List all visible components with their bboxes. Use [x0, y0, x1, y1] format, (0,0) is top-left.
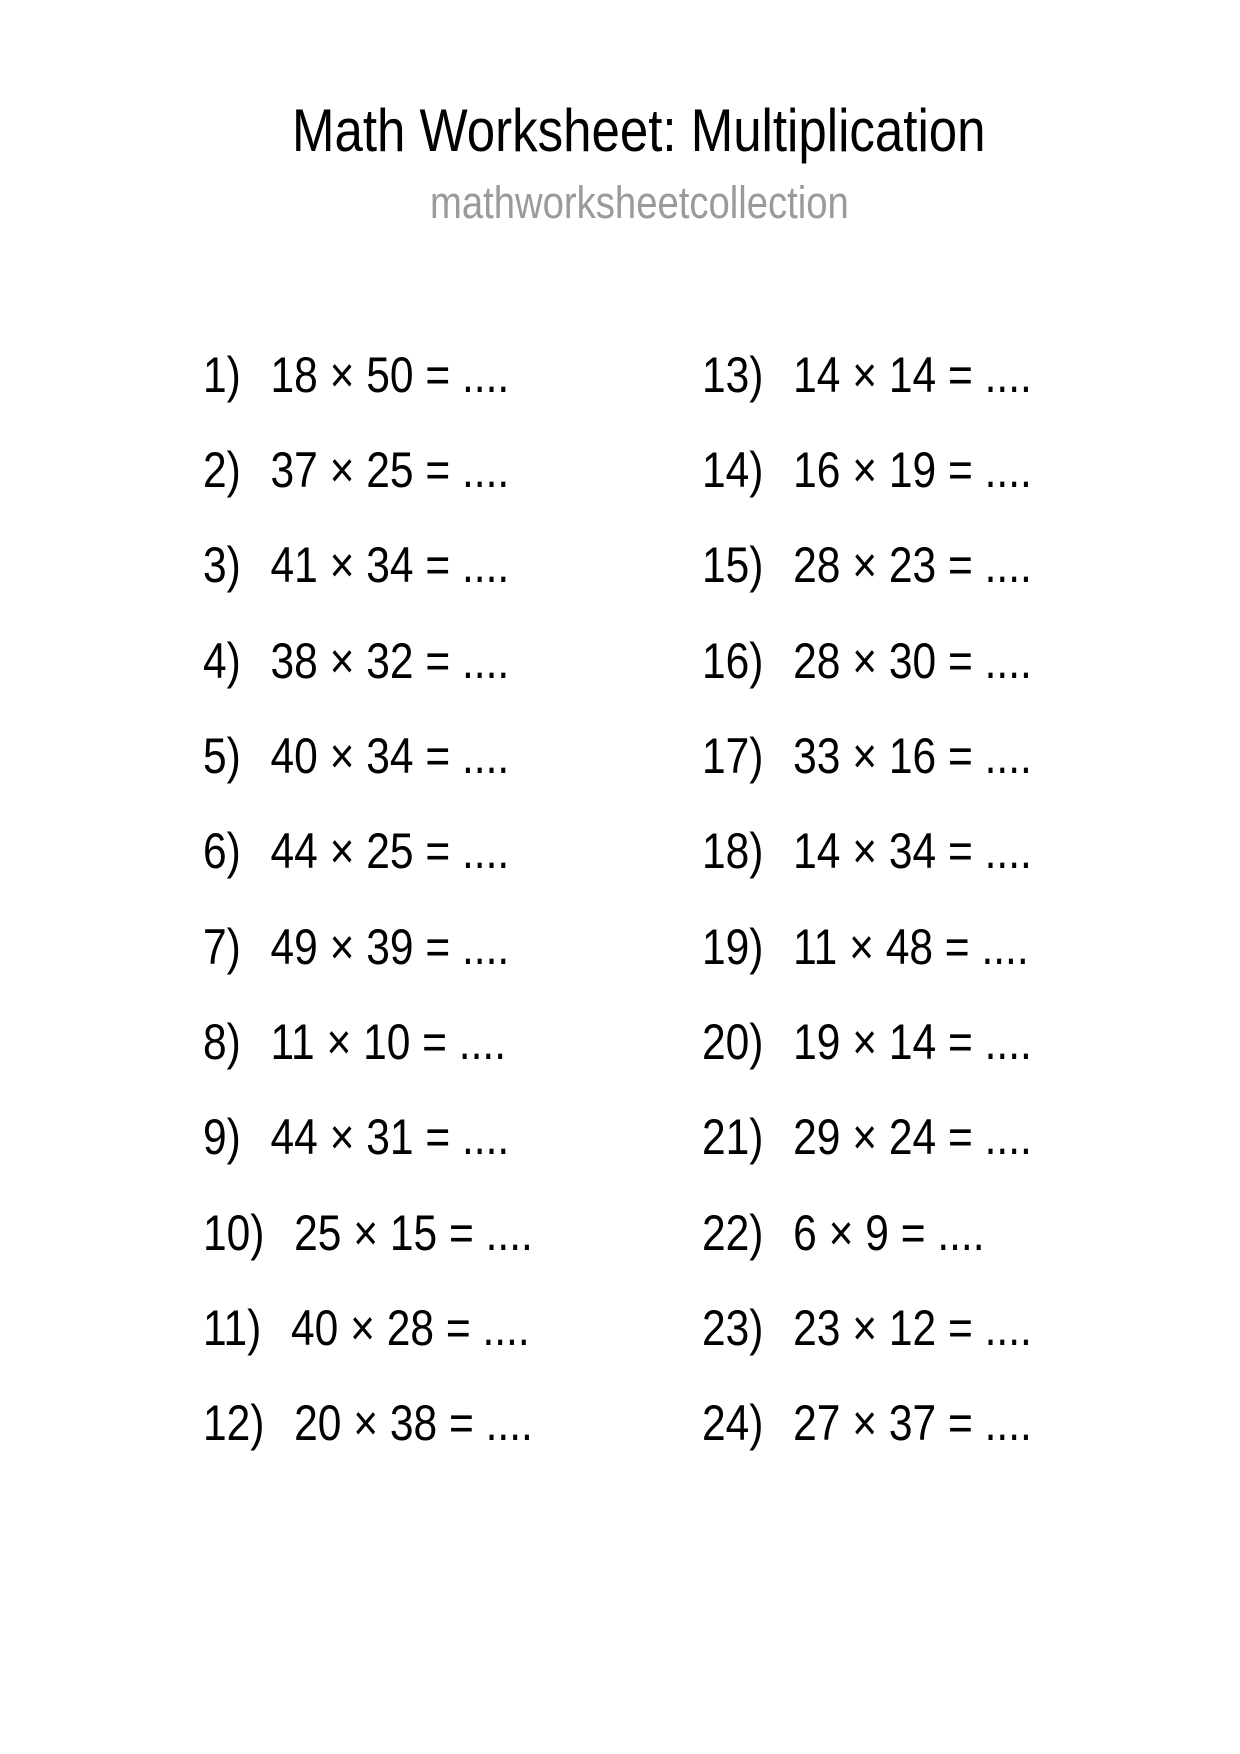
problem-number: 20) [702, 1013, 764, 1070]
problem-text [203, 1204, 533, 1261]
problem-row [702, 518, 1090, 613]
problem-expression: 40 × 34 = .... [270, 727, 510, 784]
problem-number: 9) [203, 1109, 241, 1166]
problem-text [702, 441, 1032, 498]
problem-number: 22) [702, 1204, 764, 1261]
problem-text [702, 1299, 1032, 1356]
problem-number: 1) [203, 346, 241, 403]
problem-number: 18) [702, 823, 764, 880]
problem-text [702, 537, 1032, 594]
problem-text [702, 1013, 1032, 1070]
problem-row [203, 994, 591, 1089]
problem-text [203, 441, 510, 498]
problem-text [203, 1395, 533, 1452]
problem-text [203, 632, 510, 689]
problem-row [203, 327, 591, 422]
problem-number: 24) [702, 1395, 764, 1452]
problem-row [203, 518, 591, 613]
problem-text [702, 918, 1029, 975]
problem-row [702, 804, 1090, 899]
problem-number: 19) [702, 918, 764, 975]
problem-row [702, 708, 1090, 803]
problem-expression: 38 × 32 = .... [270, 632, 510, 689]
problem-text [203, 1013, 507, 1070]
problem-row [702, 899, 1090, 994]
problem-row [203, 613, 591, 708]
problem-number: 10) [203, 1204, 265, 1261]
problem-text [702, 1204, 985, 1261]
watermark-subtitle-text: mathworksheetcollection [430, 177, 849, 228]
problem-number: 12) [203, 1395, 265, 1452]
problems-column-left [203, 327, 591, 1471]
page-title-text: Math Worksheet: Multiplication [292, 97, 986, 164]
problem-number: 15) [702, 537, 764, 594]
problem-expression: 20 × 38 = .... [294, 1395, 533, 1452]
problem-text [203, 823, 510, 880]
problem-expression: 11 × 10 = .... [270, 1013, 507, 1070]
problem-text [702, 727, 1032, 784]
problem-row [702, 994, 1090, 1089]
problem-expression: 28 × 30 = .... [793, 632, 1032, 689]
problem-expression: 28 × 23 = .... [793, 537, 1032, 594]
problem-row [203, 708, 591, 803]
problem-number: 14) [702, 441, 764, 498]
problem-text [203, 1109, 510, 1166]
problem-text [702, 632, 1032, 689]
problem-text [702, 1109, 1032, 1166]
problem-row [203, 1376, 591, 1471]
problem-row [203, 899, 591, 994]
problem-number: 17) [702, 727, 764, 784]
problem-number: 5) [203, 727, 241, 784]
problem-expression: 23 × 12 = .... [793, 1299, 1032, 1356]
problem-row [203, 1280, 591, 1375]
problem-number: 8) [203, 1013, 241, 1070]
problem-text [702, 1395, 1032, 1452]
problem-expression: 11 × 48 = .... [793, 918, 1029, 975]
problem-expression: 37 × 25 = .... [270, 441, 510, 498]
problem-number: 7) [203, 918, 241, 975]
problem-expression: 33 × 16 = .... [793, 727, 1032, 784]
problem-expression: 14 × 34 = .... [793, 823, 1032, 880]
problem-number: 23) [702, 1299, 764, 1356]
page-title [292, 97, 1108, 164]
problem-expression: 18 × 50 = .... [270, 346, 510, 403]
problem-text [203, 727, 510, 784]
problem-number: 11) [203, 1299, 262, 1356]
problem-row [702, 1376, 1090, 1471]
problem-number: 13) [702, 346, 764, 403]
problem-text [203, 346, 510, 403]
problem-row [203, 1185, 591, 1280]
problem-expression: 44 × 31 = .... [270, 1109, 510, 1166]
problem-row [203, 804, 591, 899]
problem-row [702, 1090, 1090, 1185]
problem-text [203, 918, 510, 975]
problem-expression: 19 × 14 = .... [793, 1013, 1032, 1070]
problem-number: 6) [203, 823, 241, 880]
problem-row [702, 1280, 1090, 1375]
problem-text [203, 1299, 530, 1356]
problem-row [702, 613, 1090, 708]
problems-column-right [702, 327, 1090, 1471]
problem-expression: 29 × 24 = .... [793, 1109, 1032, 1166]
problem-number: 16) [702, 632, 764, 689]
problem-number: 3) [203, 537, 241, 594]
problem-text [203, 537, 510, 594]
problem-expression: 27 × 37 = .... [793, 1395, 1032, 1452]
problem-expression: 44 × 25 = .... [270, 823, 510, 880]
problem-row [203, 422, 591, 517]
problem-text [702, 346, 1032, 403]
problem-row [702, 1185, 1090, 1280]
problem-row [702, 422, 1090, 517]
problem-expression: 14 × 14 = .... [793, 346, 1032, 403]
problem-number: 21) [702, 1109, 764, 1166]
problem-expression: 41 × 34 = .... [270, 537, 510, 594]
problem-row [203, 1090, 591, 1185]
problem-expression: 6 × 9 = .... [793, 1204, 985, 1261]
problem-text [702, 823, 1032, 880]
problem-expression: 16 × 19 = .... [793, 441, 1032, 498]
problem-expression: 25 × 15 = .... [294, 1204, 533, 1261]
problem-expression: 49 × 39 = .... [270, 918, 510, 975]
problem-expression: 40 × 28 = .... [291, 1299, 530, 1356]
problem-number: 2) [203, 441, 241, 498]
watermark-subtitle [430, 177, 923, 228]
problem-row [702, 327, 1090, 422]
problem-number: 4) [203, 632, 241, 689]
